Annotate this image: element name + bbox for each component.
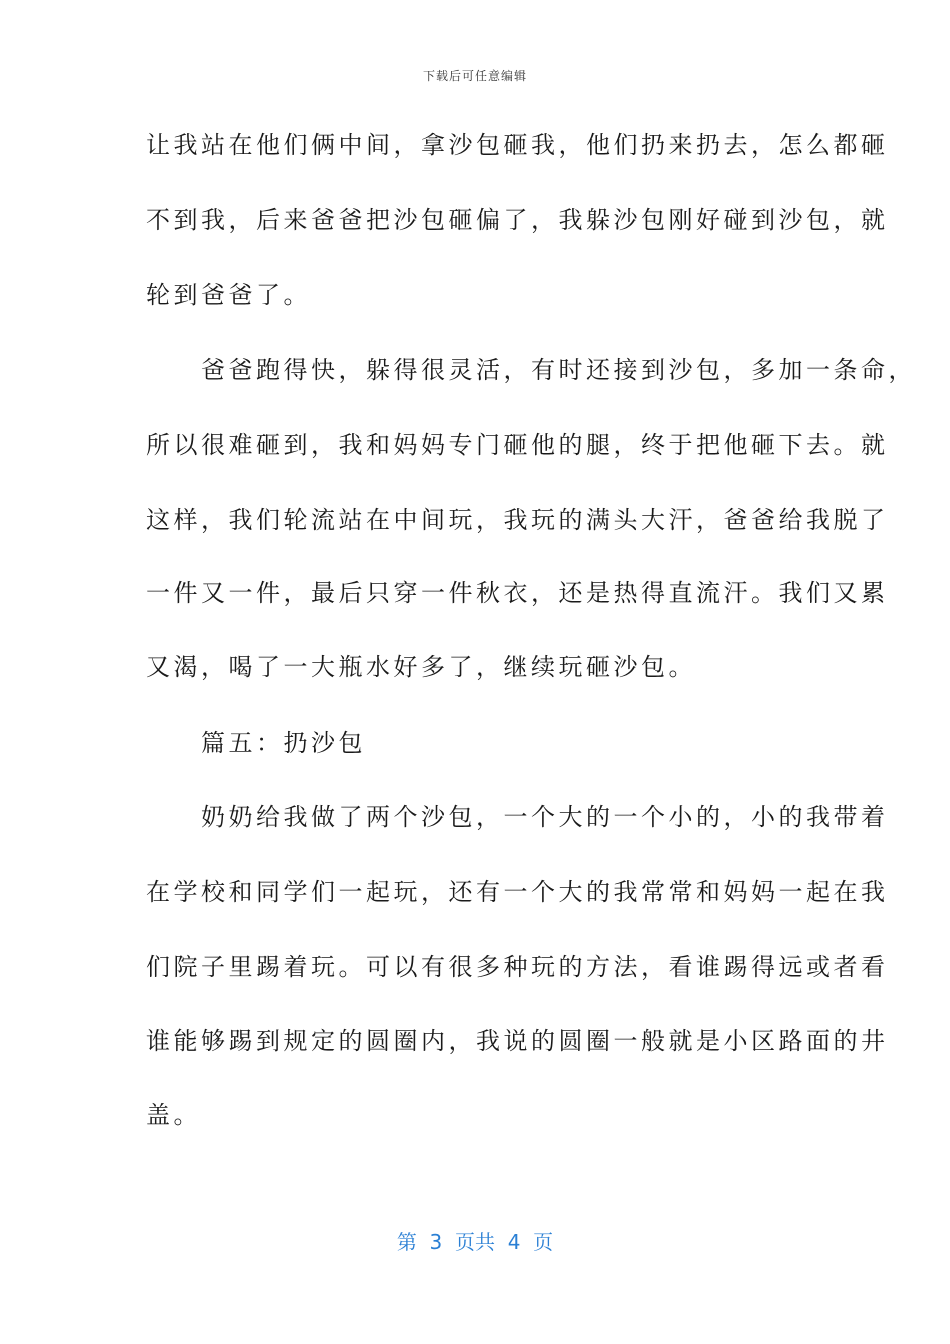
text-line: 们院子里踢着玩。可以有很多种玩的方法，看谁踢得远或者看 [146,953,889,981]
text-line: 所以很难砸到，我和妈妈专门砸他的腿，终于把他砸下去。就 [146,431,889,459]
page-number-footer: 第 3 页共 4 页 [396,1230,554,1254]
text-line: 不到我，后来爸爸把沙包砸偏了，我躲沙包刚好碰到沙包，就 [146,206,889,234]
section-heading: 篇五：扔沙包 [146,729,366,757]
text-line: 奶奶给我做了两个沙包，一个大的一个小的，小的我带着 [146,803,889,831]
text-line: 在学校和同学们一起玩，还有一个大的我常常和妈妈一起在我 [146,878,889,906]
text-line: 这样，我们轮流站在中间玩，我玩的满头大汗，爸爸给我脱了 [146,506,889,534]
text-line: 又渴，喝了一大瓶水好多了，继续玩砸沙包。 [146,653,696,681]
text-line: 谁能够踢到规定的圆圈内，我说的圆圈一般就是小区路面的井 [146,1027,889,1055]
text-line: 一件又一件，最后只穿一件秋衣，还是热得直流汗。我们又累 [146,579,889,607]
page-header: 下载后可任意编辑 [422,69,527,83]
text-line: 轮到爸爸了。 [146,281,311,309]
text-line: 让我站在他们俩中间，拿沙包砸我，他们扔来扔去，怎么都砸 [146,131,889,159]
text-line: 爸爸跑得快，躲得很灵活，有时还接到沙包，多加一条命， [146,356,916,384]
text-line: 盖。 [146,1101,201,1129]
